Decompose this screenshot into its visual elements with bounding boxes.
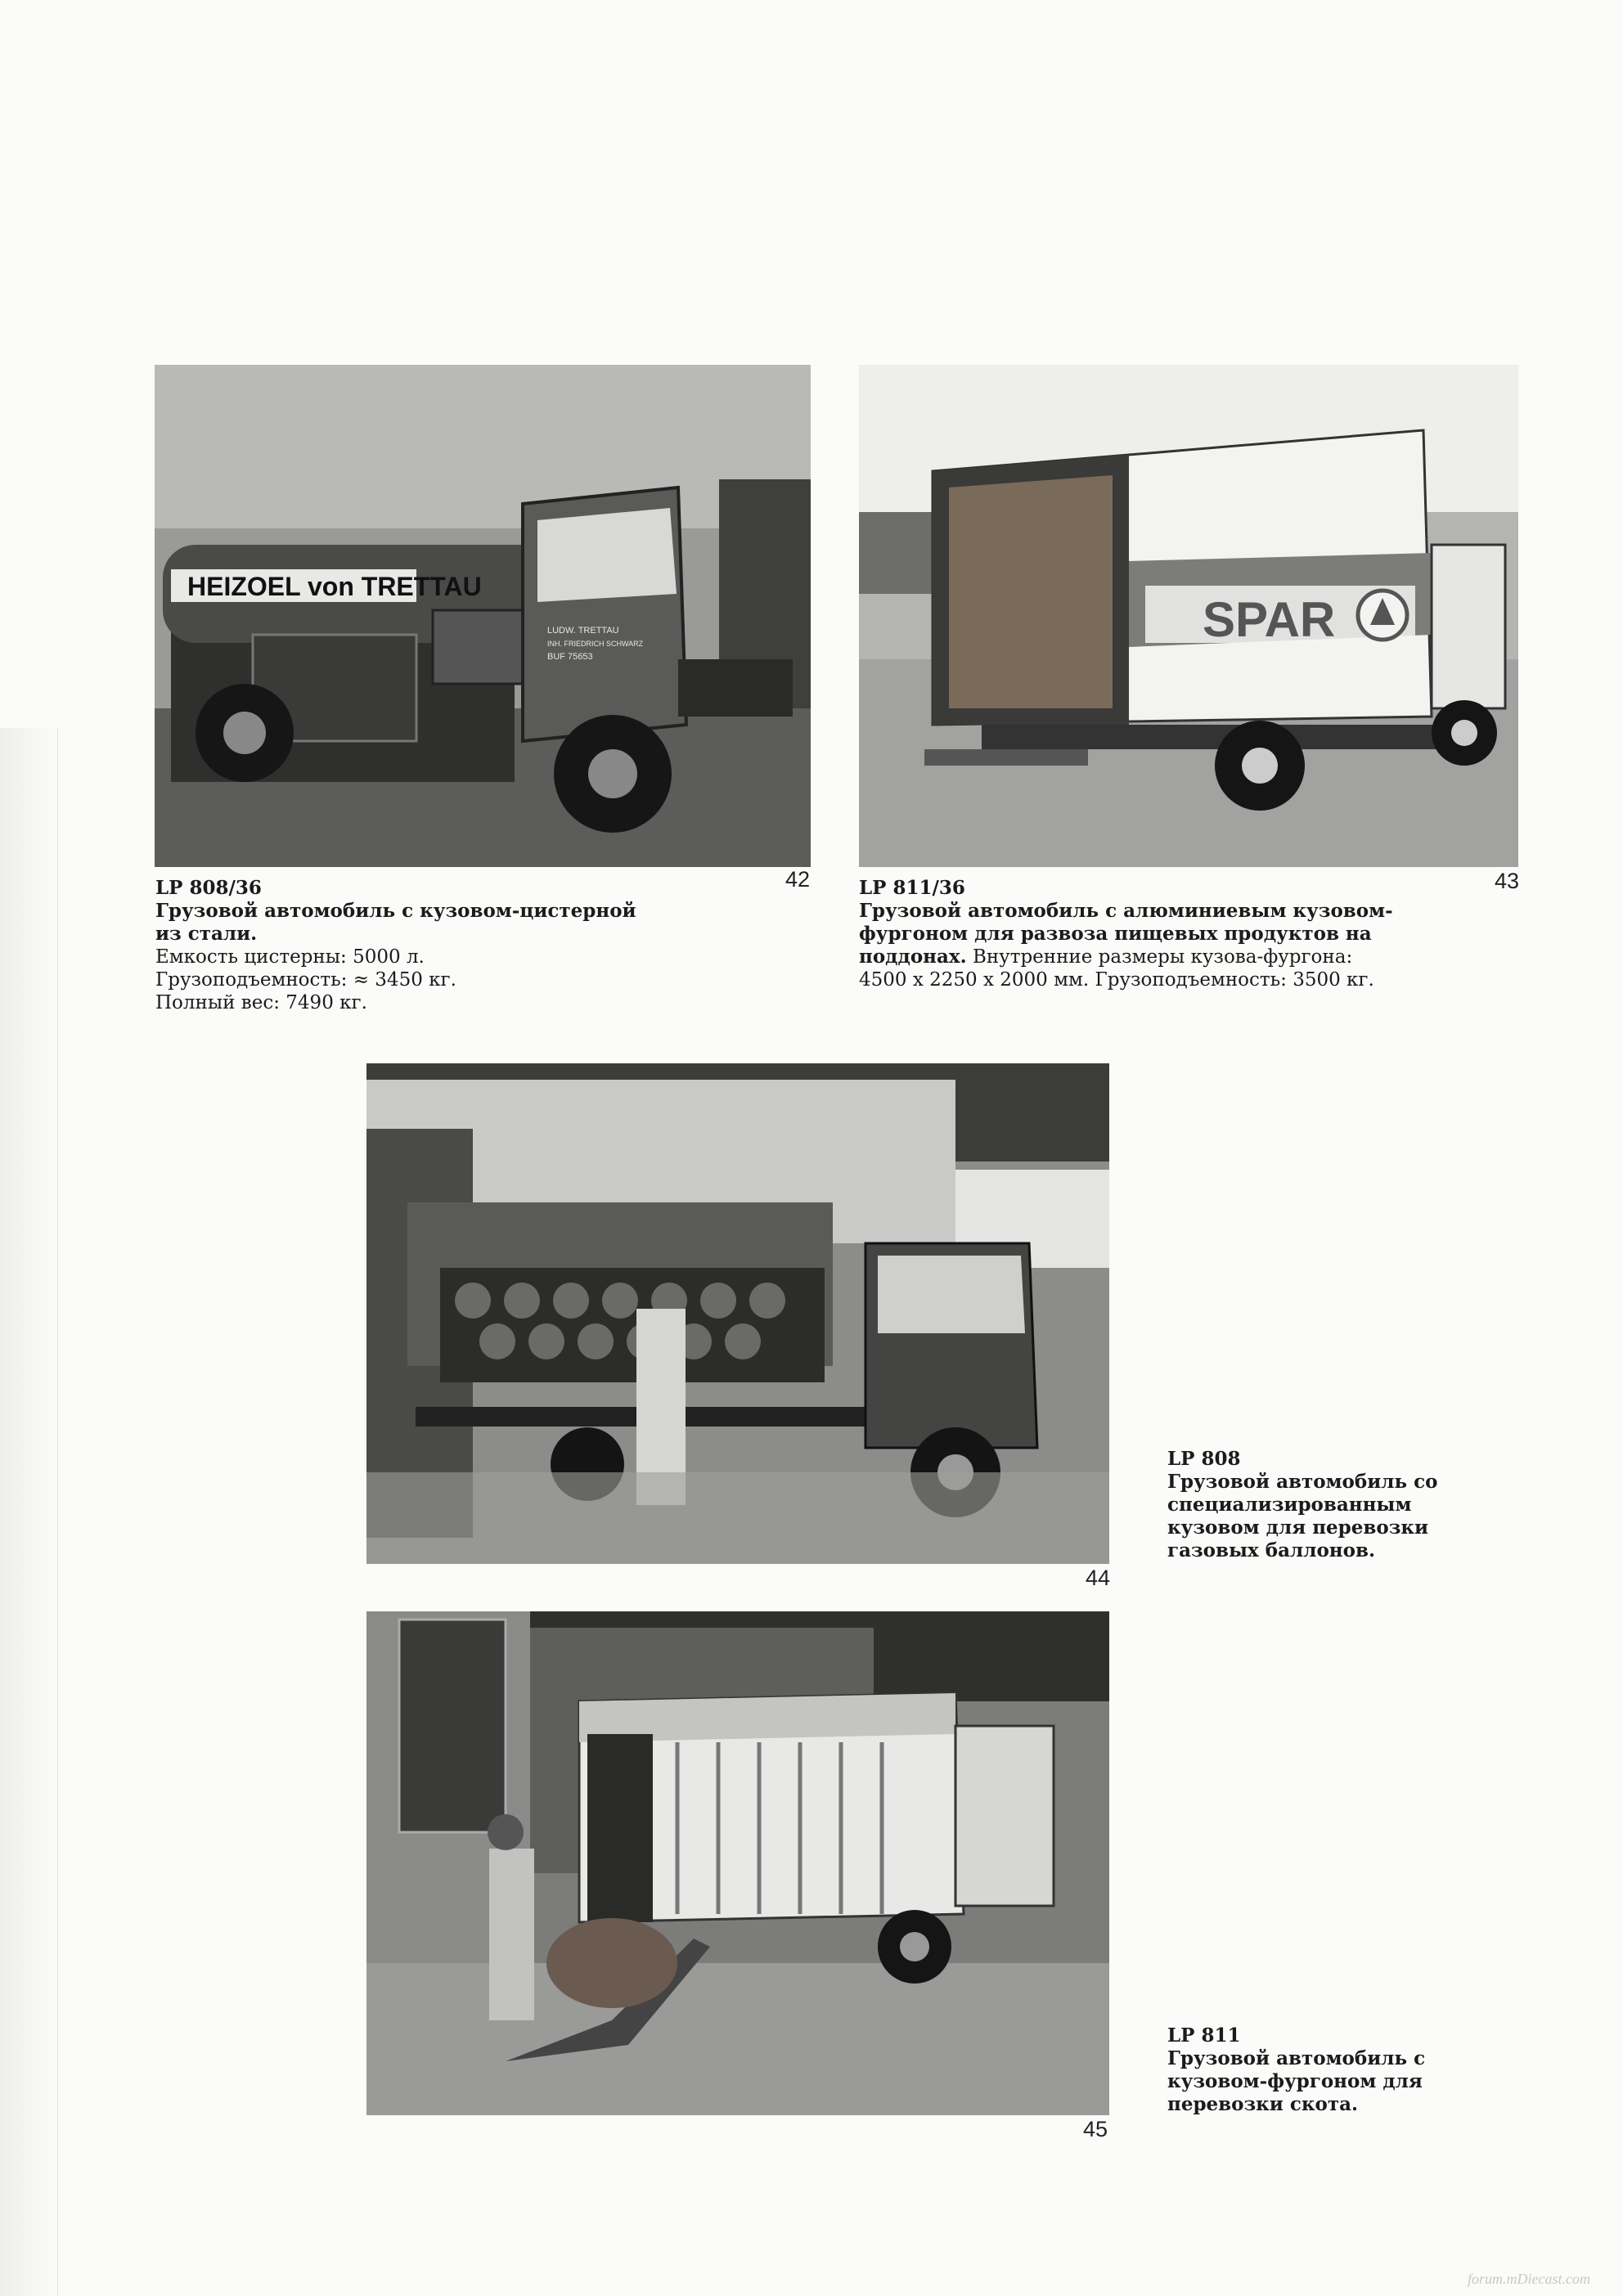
svg-text:BUF 75653: BUF 75653 bbox=[547, 652, 593, 662]
caption-model: LP 811/36 bbox=[859, 877, 965, 899]
figure-number: 42 bbox=[785, 867, 811, 892]
caption-model: LP 808/36 bbox=[155, 877, 262, 899]
watermark: forum.mDiecast.com bbox=[1468, 2271, 1590, 2287]
svg-text:INH. FRIEDRICH SCHWARZ: INH. FRIEDRICH SCHWARZ bbox=[547, 640, 644, 648]
figure-number: 45 bbox=[1083, 2117, 1108, 2141]
caption-spec-line: Полный вес: 7490 кг. bbox=[155, 992, 367, 1013]
caption-model: LP 811 bbox=[1167, 2024, 1241, 2047]
photo-spar-box-truck bbox=[859, 365, 1518, 867]
caption-spec-line: Внутренние размеры кузова-фургона: bbox=[972, 946, 1353, 968]
caption-model: LP 808 bbox=[1167, 1448, 1241, 1470]
caption-figure-42 bbox=[155, 877, 728, 1014]
caption-figure-43 bbox=[859, 877, 1481, 991]
caption-spec-line: Емкость цистерны: 5000 л. bbox=[155, 946, 425, 968]
caption-figure-44 bbox=[1167, 1448, 1511, 1562]
scan-edge bbox=[0, 728, 58, 2296]
caption-figure-45 bbox=[1167, 2024, 1511, 2116]
caption-title-line: Грузовой автомобиль с алюминиевым кузовом- bbox=[859, 900, 1393, 922]
caption-title-and-spec-line bbox=[859, 946, 1481, 968]
caption-title-line: поддонах. bbox=[859, 946, 967, 968]
photo-tanker-truck bbox=[155, 365, 811, 867]
caption-title-line: из стали. bbox=[155, 923, 258, 945]
photo-gas-cylinder-truck bbox=[366, 1063, 1109, 1564]
caption-title-line: газовых баллонов. bbox=[1167, 1539, 1375, 1561]
svg-text:LUDW. TRETTAU: LUDW. TRETTAU bbox=[547, 626, 619, 636]
caption-title-line: кузовом для перевозки bbox=[1167, 1516, 1429, 1539]
caption-title-line: специализированным bbox=[1167, 1494, 1412, 1516]
spar-logo-text: SPAR bbox=[1203, 592, 1336, 647]
caption-title-line: Грузовой автомобиль с bbox=[1167, 2047, 1426, 2069]
figure-number: 43 bbox=[1495, 869, 1520, 893]
caption-title-line: кузовом-фургоном для bbox=[1167, 2070, 1423, 2092]
caption-title-line: Грузовой автомобиль с кузовом-цистерной bbox=[155, 900, 636, 922]
caption-spec-line: Грузоподъемность: ≈ 3450 кг. bbox=[155, 969, 456, 991]
caption-spec-line: 4500 x 2250 x 2000 мм. Грузоподъемность: 3500 кг. bbox=[859, 969, 1374, 991]
caption-title-line: перевозки скота. bbox=[1167, 2093, 1358, 2115]
tank-lettering: HEIZOEL von TRETTAU bbox=[187, 572, 482, 601]
caption-title-line: Грузовой автомобиль со bbox=[1167, 1471, 1438, 1493]
caption-title-line: фургоном для развоза пищевых продуктов на bbox=[859, 923, 1372, 945]
photo-livestock-truck bbox=[366, 1611, 1109, 2115]
figure-number: 44 bbox=[1086, 1566, 1111, 1590]
